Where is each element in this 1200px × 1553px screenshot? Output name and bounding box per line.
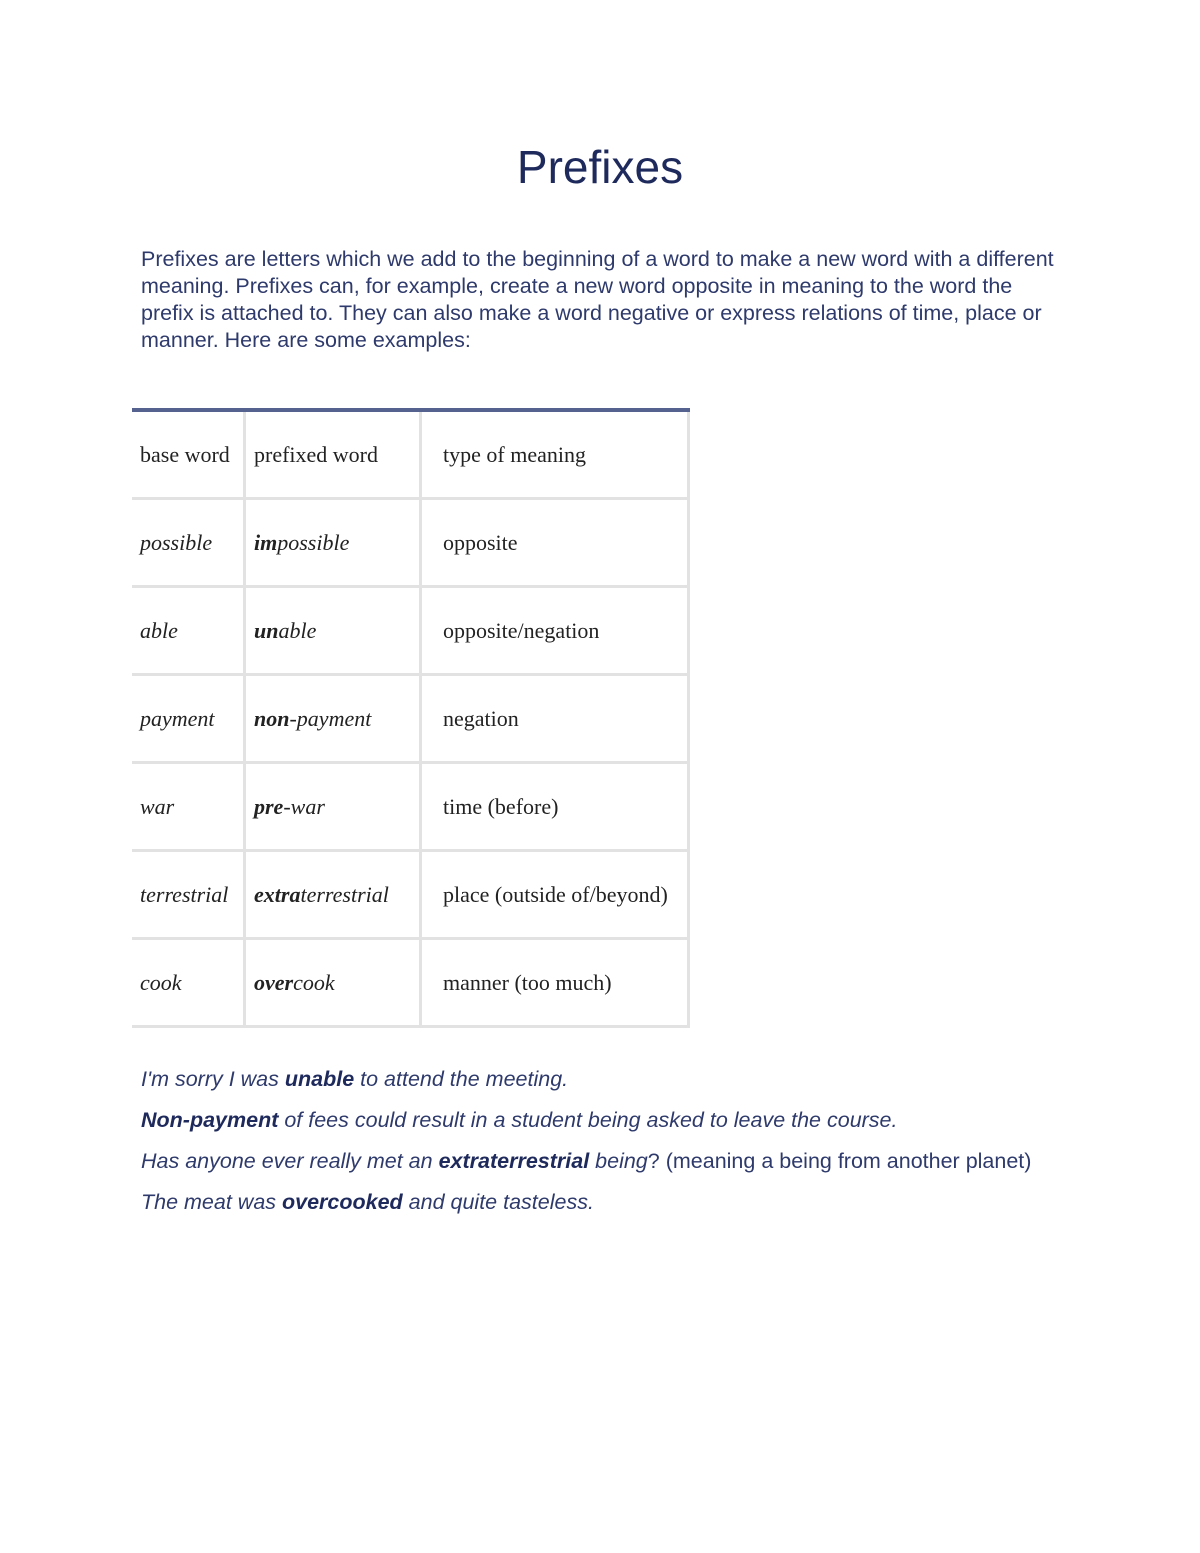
root-part: possible (277, 529, 350, 555)
prefixed-word-cell (245, 675, 421, 763)
prefix-part: un (254, 617, 279, 643)
prefix-table (132, 408, 690, 1028)
root-part: cook (293, 969, 335, 995)
page-title: Prefixes (516, 141, 684, 193)
sentence-text: being (589, 1149, 648, 1173)
highlighted-word: Non-payment (141, 1108, 279, 1132)
table-row (132, 763, 689, 851)
prefixed-word-cell (245, 499, 421, 587)
prefix-part: im (254, 529, 278, 555)
prefixed-word-cell (245, 763, 421, 851)
table-row (132, 851, 689, 939)
prefixed-word-cell (245, 587, 421, 675)
base-word-cell: able (132, 587, 245, 675)
example-sentences (141, 1066, 1061, 1230)
prefixed-word-cell (245, 939, 421, 1027)
root-part: -payment (289, 705, 372, 731)
table-row (132, 939, 689, 1027)
table-row (132, 675, 689, 763)
sentence-text: I'm sorry I was (141, 1067, 285, 1091)
base-word-cell: war (132, 763, 245, 851)
root-part: -war (283, 793, 325, 819)
meaning-cell: negation (421, 675, 689, 763)
meaning-cell: time (before) (421, 763, 689, 851)
prefixed-word-cell (245, 851, 421, 939)
example-sentence (141, 1066, 1061, 1093)
root-part: able (278, 617, 317, 643)
highlighted-word: extraterrestrial (438, 1149, 590, 1173)
sentence-text: The meat was (141, 1190, 282, 1214)
meaning-cell: place (outside of/beyond) (421, 851, 689, 939)
base-word-cell: cook (132, 939, 245, 1027)
example-sentence (141, 1148, 1061, 1175)
example-sentence (141, 1107, 1061, 1134)
header-type-of-meaning: type of meaning (421, 410, 689, 499)
prefix-part: extra (254, 881, 301, 907)
sentence-text: and quite tasteless. (402, 1190, 594, 1214)
meaning-cell: opposite (421, 499, 689, 587)
table-header-row (132, 410, 689, 499)
base-word-cell: payment (132, 675, 245, 763)
meaning-cell: opposite/negation (421, 587, 689, 675)
root-part: terrestrial (300, 881, 389, 907)
header-prefixed-word: prefixed word (245, 410, 421, 499)
sentence-text: Has anyone ever really met an (141, 1149, 439, 1173)
base-word-cell: possible (132, 499, 245, 587)
prefix-part: over (254, 969, 294, 995)
table-row (132, 587, 689, 675)
base-word-cell: terrestrial (132, 851, 245, 939)
highlighted-word: overcooked (282, 1190, 403, 1214)
table-row (132, 499, 689, 587)
sentence-text: of fees could result in a student being asked to leave the course. (278, 1108, 898, 1132)
highlighted-word: unable (284, 1067, 355, 1091)
header-base-word: base word (132, 410, 245, 499)
intro-paragraph: Prefixes are letters which we add to the beginning of a word to make a new word with a different meaning. Prefixes can, for example, create a new word opposite in meaning to the word the prefix is attached to. They can also make a word negative or express relations of time, place or manner. Here are some examples: (141, 247, 1054, 352)
sentence-text: to attend the meeting. (354, 1067, 569, 1091)
prefix-part: pre (254, 793, 284, 819)
prefix-part: non (254, 705, 290, 731)
meaning-cell: manner (too much) (421, 939, 689, 1027)
example-sentence (141, 1189, 1061, 1216)
sentence-note: ? (meaning a being from another planet) (647, 1149, 1032, 1173)
